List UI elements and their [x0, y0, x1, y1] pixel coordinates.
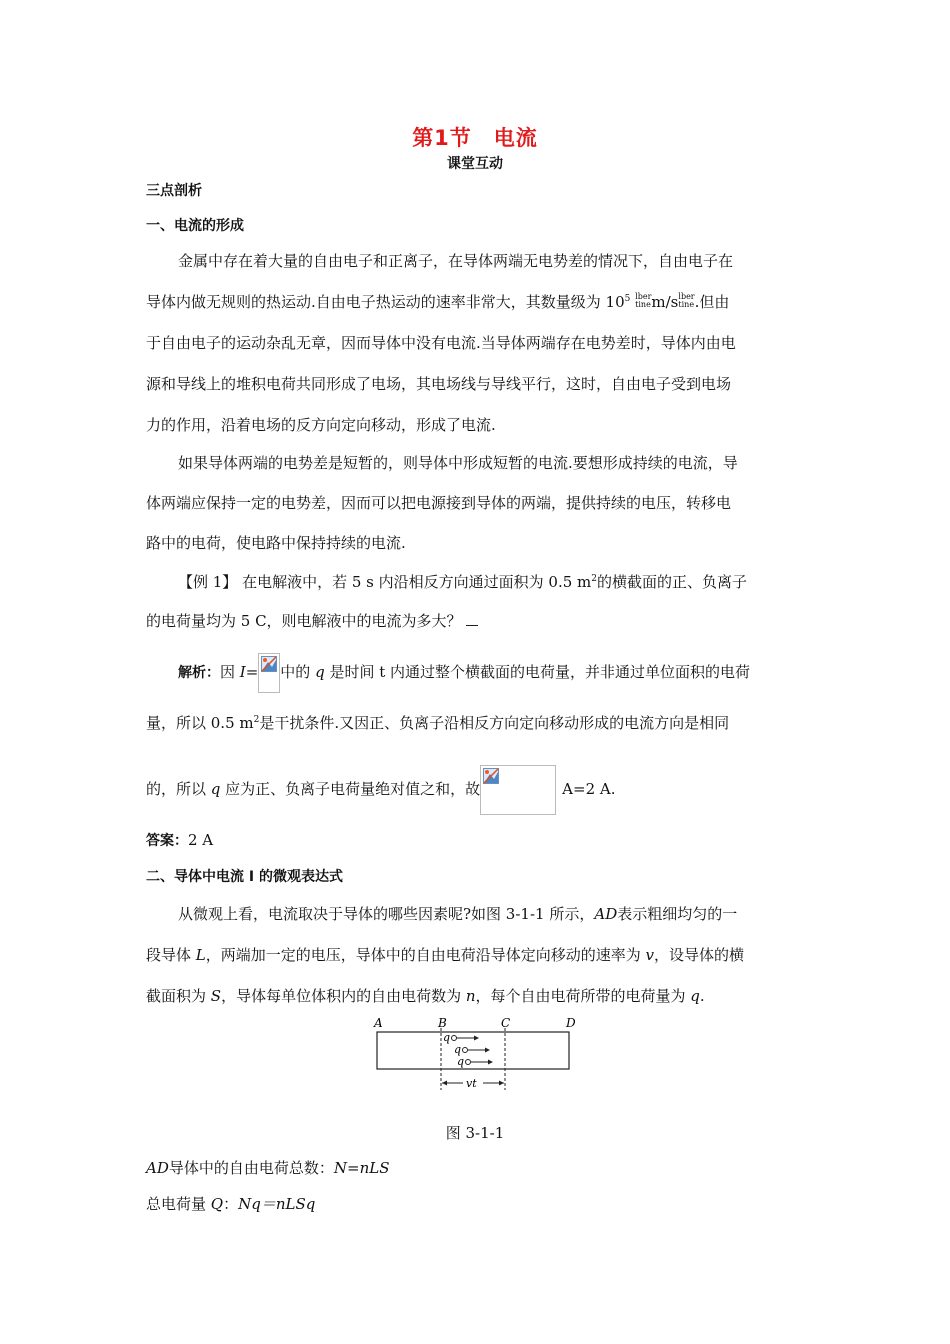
analysis-label: 解析： — [178, 665, 220, 681]
symbol-q-2: q — [210, 780, 221, 798]
para3-l2a: 段导体 — [146, 946, 196, 964]
section-heading-analysis: 三点剖析 — [146, 183, 202, 199]
charge-label-1: q — [443, 1031, 451, 1044]
para1-line1: 金属中存在着大量的自由电子和正离子，在导体两端无电势差的情况下，自由电子在 — [178, 252, 734, 270]
tiny-label-top: lber — [635, 292, 652, 301]
tiny-label — [635, 293, 651, 309]
para2-line2: 体两端应保持一定的电势差，因而可以把电源接到导体的两端，提供持续的电压，转移电 — [146, 494, 732, 512]
symbol-AD: AD — [594, 905, 618, 923]
symbol-S: S — [210, 987, 222, 1005]
answer-value: 2 A — [188, 831, 214, 849]
para3-l3a: 截面积为 — [146, 987, 211, 1005]
para3-l2c: ，设导体的横 — [654, 946, 745, 964]
example-line2 — [146, 610, 478, 631]
analysis-l3b: 应为正、负离子电荷量绝对值之和，故 — [220, 780, 481, 798]
analysis-l1a: 因 — [220, 663, 240, 681]
para1-line5: 力的作用，沿着电场的反方向定向移动，形成了电流. — [146, 416, 496, 434]
section-heading-2: 二、导体中电流 I 的微观表达式 — [146, 869, 343, 885]
charge-label-2: q — [454, 1043, 462, 1056]
eq2-formula: Nq＝nLSq — [238, 1195, 316, 1213]
example-line1 — [178, 571, 747, 592]
charge-arrowhead-1 — [474, 1036, 479, 1041]
example-text-a: 【例 1】 在电解液中，若 5 s 内沿相反方向通过面积为 0.5 m — [178, 573, 592, 591]
analysis-line1 — [178, 653, 750, 693]
para1-line2 — [146, 291, 729, 312]
tiny-label-2-top: lber — [678, 292, 695, 301]
symbol-n: n — [465, 987, 476, 1005]
analysis-sup: 2 — [253, 715, 260, 725]
label-C: C — [501, 1016, 511, 1030]
example-text-b: 的横截面的正、负离子 — [596, 573, 747, 591]
para2-line1: 如果导体两端的电势差是短暂的，则导体中形成短暂的电流.要想形成持续的电流，导 — [178, 454, 738, 472]
analysis-l2a: 量，所以 0.5 m — [146, 714, 254, 732]
para3-l1b: 表示粗细均匀的一 — [617, 905, 738, 923]
analysis-l1b: 中的 — [280, 663, 316, 681]
image-icon — [261, 656, 277, 672]
analysis-line3 — [146, 765, 616, 815]
figure-caption: 图 3-1-1 — [445, 1124, 505, 1142]
charge-dot-1 — [452, 1036, 457, 1041]
vt-label: vt — [466, 1077, 477, 1090]
symbol-I: I — [239, 663, 246, 681]
label-B: B — [438, 1016, 447, 1030]
equation-1 — [146, 1157, 389, 1178]
label-A: A — [374, 1016, 383, 1030]
vt-arrow-right — [499, 1081, 504, 1086]
analysis-l3a: 的，所以 — [146, 780, 211, 798]
symbol-q: q — [315, 663, 325, 681]
para3-l3b: ，导体每单位体积内的自由电荷数为 — [221, 987, 466, 1005]
label-D: D — [566, 1016, 576, 1030]
answer-line — [146, 830, 213, 850]
eq1-AD: AD — [146, 1159, 169, 1177]
para3-l3c: ，每个自由电荷所带的电荷量为 — [475, 987, 691, 1005]
conductor-figure — [370, 1010, 585, 1100]
symbol-v: v — [645, 946, 655, 964]
analysis-line2 — [146, 712, 729, 733]
formula-image — [258, 653, 280, 693]
example-line2-text: 的电荷量均为 5 C，则电解液中的电流为多大？ — [146, 612, 462, 630]
eq2-Q: Q — [210, 1195, 224, 1213]
eq1-text: 导体中的自由电荷总数： — [168, 1159, 334, 1177]
para3-l3d: . — [699, 987, 705, 1005]
symbol-L: L — [195, 946, 206, 964]
example-sup: 2 — [591, 574, 597, 584]
page-subtitle: 课堂互动 — [447, 156, 503, 172]
unit-text: m/s — [651, 293, 679, 311]
underline-mark — [466, 621, 478, 626]
para3-line1 — [178, 903, 737, 924]
page-title: 第1节 电流 — [412, 126, 538, 150]
eq2-text: 总电荷量 — [146, 1195, 211, 1213]
eq1-formula: N=nLS — [333, 1159, 390, 1177]
para1-line3: 于自由电子的运动杂乱无章，因而导体中没有电流.当导体两端存在电势差时，导体内由电 — [146, 334, 736, 352]
para3-l2b: ，两端加一定的电压，导体中的自由电荷沿导体定向移动的速率为 — [205, 946, 646, 964]
tiny-label-2 — [678, 293, 694, 309]
exponent: 5 — [624, 294, 631, 304]
charge-label-3: q — [457, 1055, 465, 1068]
tiny-label-2-bottom: tine — [678, 300, 695, 309]
equals-sign: = — [245, 663, 259, 681]
symbol-q-3: q — [690, 987, 700, 1005]
analysis-l3c: A=2 A. — [562, 780, 616, 798]
section-heading-1: 一、电流的形成 — [146, 218, 244, 234]
eq2-colon: ： — [223, 1195, 239, 1213]
tiny-label-bottom: tine — [635, 300, 651, 309]
vt-arrow-left — [442, 1081, 447, 1086]
formula-image-2 — [480, 765, 556, 815]
equation-2 — [146, 1193, 315, 1214]
analysis-l2b: 是干扰条件.又因正、负离子沿相反方向定向移动形成的电流方向是相同 — [259, 714, 730, 732]
para3-l1a: 从微观上看，电流取决于导体的哪些因素呢?如图 3-1-1 所示， — [178, 905, 595, 923]
charge-arrowhead-3 — [488, 1060, 493, 1065]
charge-dot-3 — [466, 1060, 471, 1065]
para3-line3 — [146, 985, 705, 1006]
answer-label: 答案： — [146, 833, 188, 849]
charge-3 — [457, 1055, 493, 1068]
charge-dot-2 — [463, 1048, 468, 1053]
para1-line4: 源和导线上的堆积电荷共同形成了电场，其电场线与导线平行，这时，自由电子受到电场 — [146, 375, 732, 393]
para1-line2-end: .但由 — [694, 293, 730, 311]
image-icon — [483, 768, 499, 784]
para2-line3: 路中的电荷，使电路中保持持续的电流. — [146, 534, 406, 552]
para3-line2 — [146, 944, 744, 965]
para1-line2-text: 导体内做无规则的热运动.自由电子热运动的速率非常大，其数量级为 10 — [146, 293, 625, 311]
charge-arrowhead-2 — [485, 1048, 490, 1053]
analysis-l1c: 是时间 t 内通过整个横截面的电荷量，并非通过单位面积的电荷 — [324, 663, 751, 681]
